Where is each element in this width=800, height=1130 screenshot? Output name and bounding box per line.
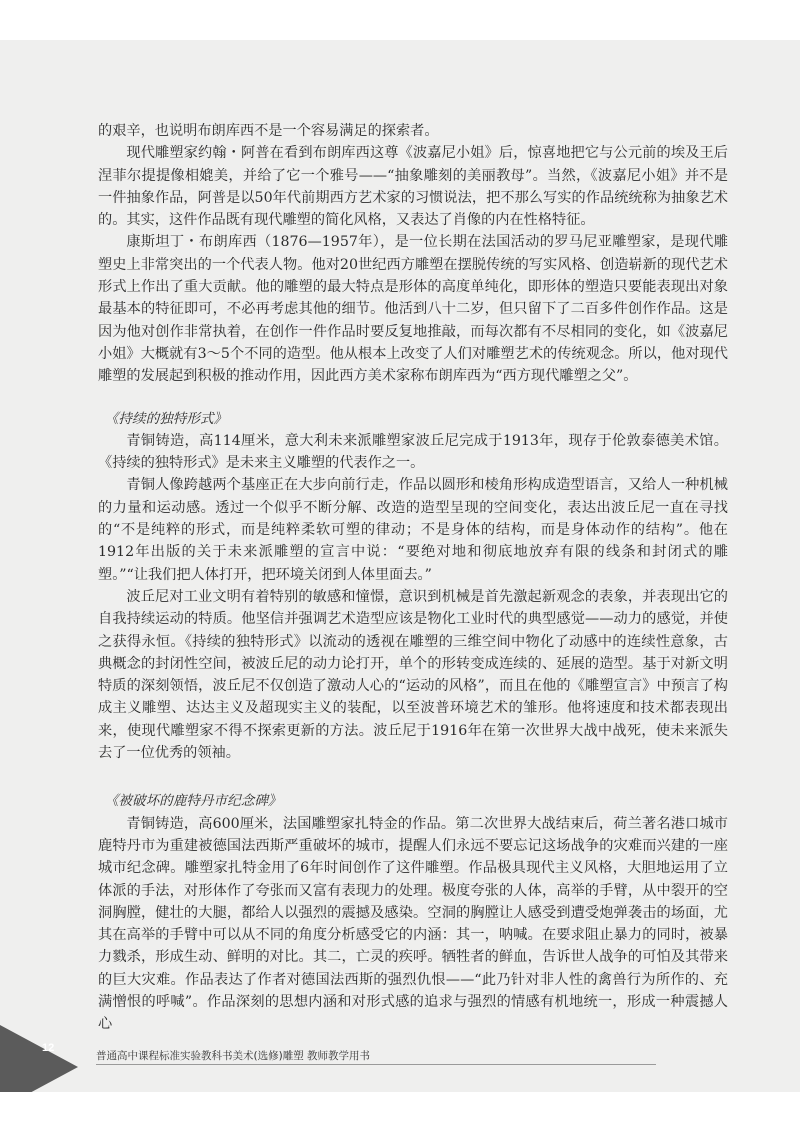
body-text (98, 120, 728, 1036)
page-tab-arrow (0, 1025, 78, 1092)
footer-book-title: 普通高中课程标准实验教科书美术(选修)雕塑 教师教学用书 (96, 1050, 371, 1062)
paragraph-unique-forms-intro: 青铜铸造，高114厘米，意大利未来派雕塑家波丘尼完成于1913年，现存于伦敦泰德美术馆。《持续的独特形式》是未来主义雕塑的代表作之一。 (98, 432, 728, 472)
paragraph-boccioni: 波丘尼对工业文明有着特别的敏感和憧憬，意识到机械是首先激起新观念的表象，并表现出它的自我持续运动的特质。他坚信并强调艺术造型应该是物化工业时代的典型感觉——动力的感觉，并使之获得永恒。《持续的独特形式》以流动的透视在雕塑的三维空间中物化了动感中的连续性意象，古典概念的封闭性空间，被波丘尼的动力论打开，单个的形转变成连续的、延展的造型。基于对新文明特质的深刻领悟，波丘尼不仅创造了激动人心的“运动的风格”，而且在他的《雕塑宣言》中预言了构成主义雕塑、达达主义及超现实主义的装配，以至波普环境艺术的雏形。他将速度和技术都表现出来，使现代雕塑家不得不探索更新的方法。波丘尼于1916年在第一次世界大战中战死，使未来派失去了一位优秀的领袖。 (98, 588, 728, 762)
paragraph-brancusi: 康斯坦丁・布朗库西（1876—1957年），是一位长期在法国活动的罗马尼亚雕塑家，是现代雕塑史上非常突出的一个代表人物。他对20世纪西方雕塑在摆脱传统的写实风格、创造崭新的现代艺术形式上作出了重大贡献。他的雕塑的最大特点是形体的高度单纯化，即形体的塑造只要能表现出对象最基本的特征即可，不必再考虑其他的细节。他活到八十二岁，但只留下了二百多件创作作品。这是因为他对创作非常执着，在创作一件作品时要反复地推敲，而每次都有不尽相同的变化，如《波嘉尼小姐》大概就有3～5个不同的造型。他从根本上改变了人们对雕塑艺术的传统观念。所以，他对现代雕塑的发展起到积极的推动作用，因此西方美术家称布朗库西为“西方现代雕塑之父”。 (98, 234, 728, 385)
section-title-rotterdam: 《被破坏的鹿特丹市纪念碑》 (104, 793, 282, 810)
page-number: 12 (42, 1042, 55, 1054)
paragraph-rotterdam: 青铜铸造，高600厘米，法国雕塑家扎特金的作品。第二次世界大战结束后，荷兰著名港口城市鹿特丹市为重建被德国法西斯严重破坏的城市，提醒人们永远不要忘记这场战争的灾难而兴建的一座城市纪念碑。雕塑家扎特金用了6年时间创作了这件雕塑。作品极具现代主义风格，大胆地运用了立体派的手法，对形体作了夸张而又富有表现力的处理。极度夸张的人体，高举的手臂，从中裂开的空洞胸膛，健壮的大腿，都给人以强烈的震撼及感染。空洞的胸膛让人感受到遭受炮弹袭击的场面，尤其在高举的手臂中可以从不同的角度分析感受它的内涵：其一，呐喊。在要求阻止暴力的同时，被暴力戮杀，形成生动、鲜明的对比。其二，亡灵的疾呼。牺牲者的鲜血，告诉世人战争的可怕及其带来的巨大灾难。作品表达了作者对德国法西斯的强烈仇恨——“此乃针对非人性的禽兽行为所作的、充满憎恨的呼喊”。作品深刻的思想内涵和对形式感的追求与强烈的情感有机地统一，形成一种震撼人心 (98, 815, 728, 1033)
paragraph-unique-forms-desc: 青铜人像跨越两个基座正在大步向前行走，作品以圆形和棱角形构成造型语言，又给人一种机械的力量和运动感。透过一个似乎不断分解、改造的造型呈现的空间变化，表达出波丘尼一直在寻找的“不是纯粹的形式，而是纯粹柔软可塑的律动；不是身体的结构，而是身体动作的结构”。他在1912年出版的关于未来派雕塑的宣言中说：“要绝对地和彻底地放弃有限的线条和封闭式的雕塑。”“让我们把人体打开，把环境关闭到人体里面去。” (98, 477, 728, 583)
section-title-unique-forms: 《持续的独特形式》 (104, 410, 228, 427)
paragraph-arp: 现代雕塑家约翰・阿普在看到布朗库西这尊《波嘉尼小姐》后，惊喜地把它与公元前的埃及王后涅菲尔提提像相媲美，并给了它一个雅号——“抽象雕刻的美丽教母”。当然，《波嘉尼小姐》并不是一件抽象作品，阿普是以50年代前期西方艺术家的习惯说法，把不那么写实的作品统统称为抽象艺术的。其实，这件作品既有现代雕塑的简化风格，又表达了肖像的内在性格特征。 (98, 145, 728, 229)
footer-divider (96, 1064, 656, 1065)
page-paper (0, 40, 800, 1092)
paragraph-continuation: 的艰辛，也说明布朗库西不是一个容易满足的探索者。 (98, 123, 439, 139)
